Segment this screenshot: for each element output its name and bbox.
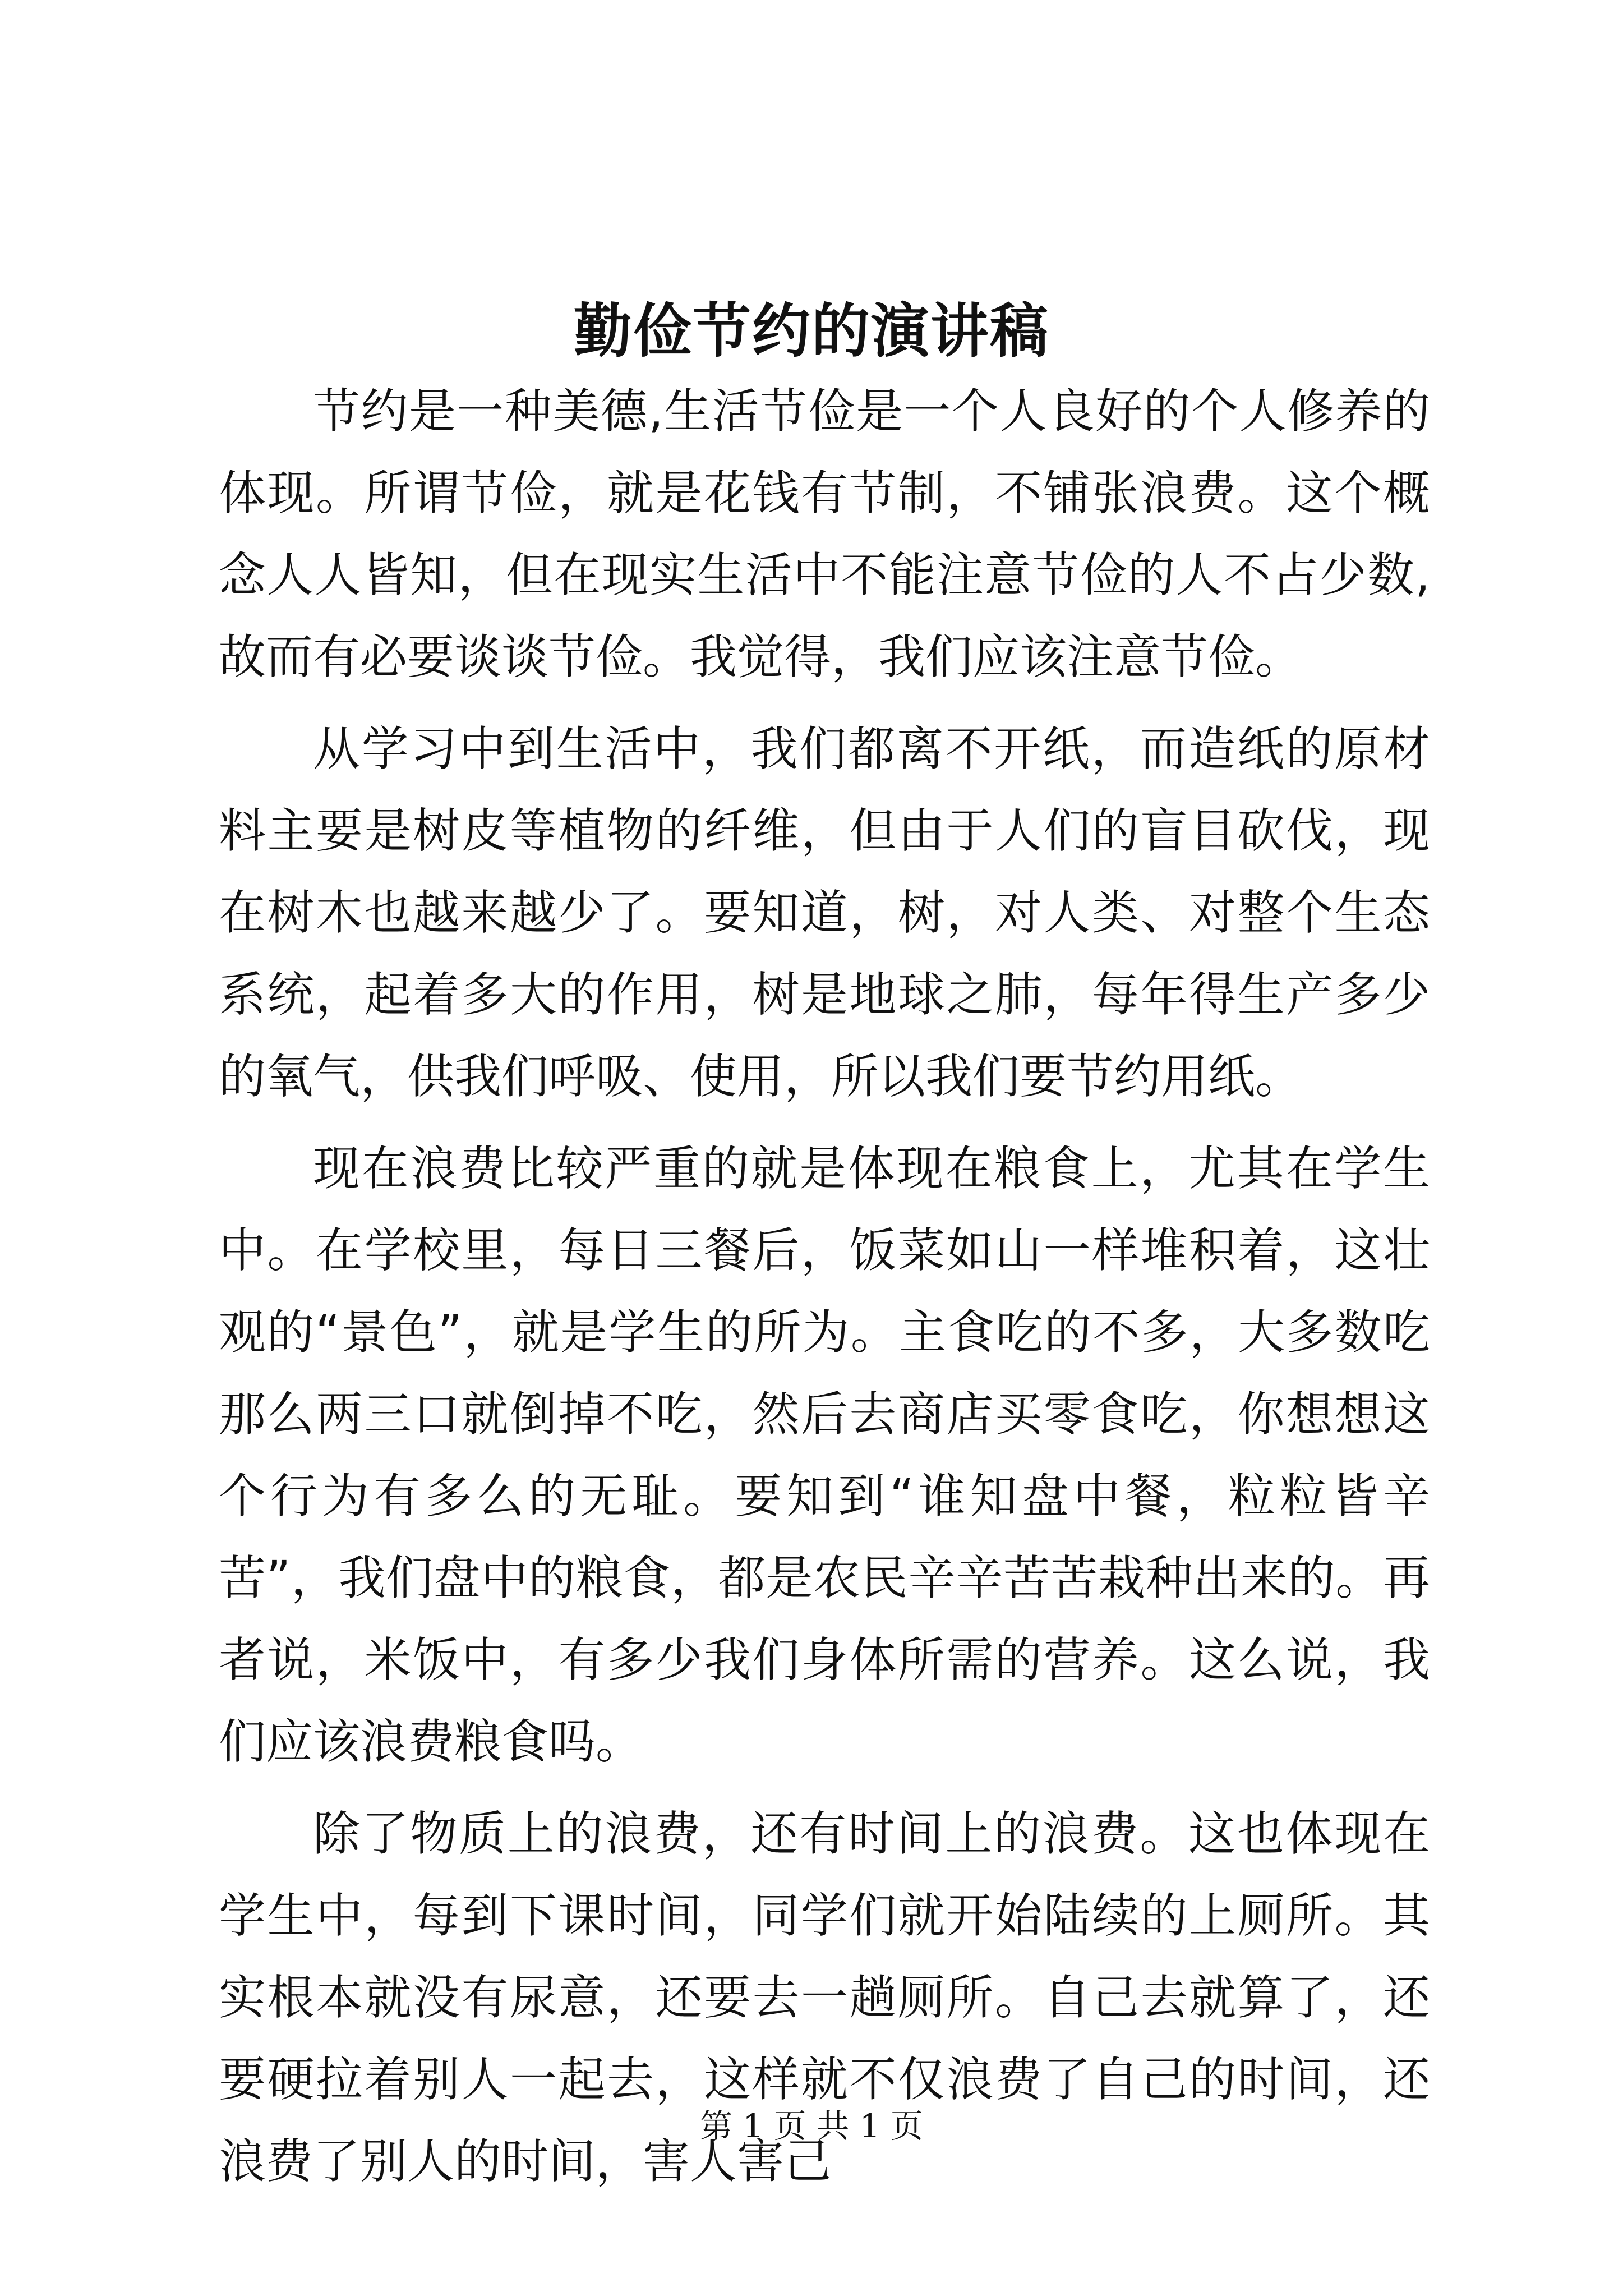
paragraph-2: 从学习中到生活中，我们都离不开纸，而造纸的原材料主要是树皮等植物的纤维，但由于人们的盲目砍伐，现在树木也越来越少了。要知道，树，对人类、对整个生态系统，起着多大的作用，树是地球之肺，每年得生产多少的氧气，供我们呼吸、使用，所以我们要节约用纸。 (219, 721, 1430, 1104)
page-footer: 第 1 页 共 1 页 (700, 2107, 923, 2145)
paragraph-3: 现在浪费比较严重的就是体现在粮食上，尤其在学生中。在学校里，每日三餐后，饭菜如山一样堆积着，这壮观的“景色”，就是学生的所为。主食吃的不多，大多数吃那么两三口就倒掉不吃，然后去商店买零食吃，你想想这个行为有多么的无耻。要知到“谁知盘中餐，粒粒皆辛苦”，我们盘中的粮食，都是农民辛辛苦苦栽种出来的。再者说，米饭中，有多少我们身体所需的营养。这么说，我们应该浪费粮食吗。 (219, 1141, 1430, 1769)
document-body (219, 370, 1430, 2212)
paragraph-1: 节约是一种美德,生活节俭是一个人良好的个人修养的体现。所谓节俭，就是花钱有节制，不铺张浪费。这个概念人人皆知，但在现实生活中不能注意节俭的人不占少数,故而有必要谈谈节俭。我觉得，我们应该注意节俭。 (219, 384, 1430, 684)
paragraph-4: 除了物质上的浪费，还有时间上的浪费。这也体现在学生中，每到下课时间，同学们就开始陆续的上厕所。其实根本就没有尿意，还要去一趟厕所。自己去就算了，还要硬拉着别人一起去，这样就不仅浪费了自己的时间，还浪费了别人的时间，害人害己 (219, 1806, 1430, 2189)
document-title: 勤俭节约的演讲稿 (573, 296, 1049, 365)
